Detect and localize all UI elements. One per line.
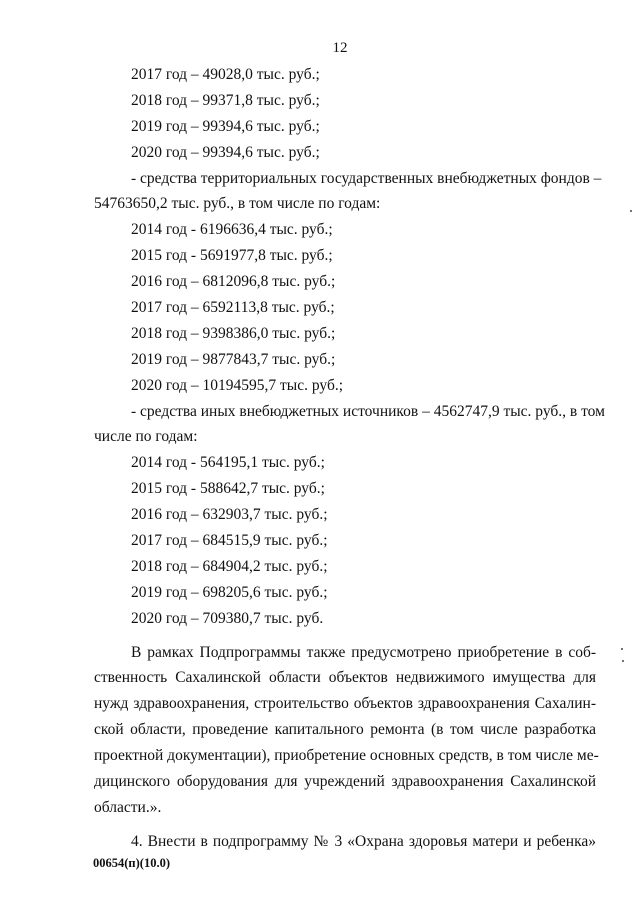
text-line: 2017 год – 6592113,8 тыс. руб.; (131, 299, 335, 317)
text-line: 2015 год - 588642,7 тыс. руб.; (131, 480, 325, 498)
text-line: 4. Внести в подпрограмму № 3 «Охрана здоровья матери и ребенка» (131, 832, 596, 850)
text-line: 54763650,2 тыс. руб., в том числе по годам: (94, 195, 381, 213)
text-line: 2016 год – 6812096,8 тыс. руб.; (131, 273, 336, 291)
text-line: 2017 год – 49028,0 тыс. руб.; (131, 66, 320, 83)
text-line: - средства территориальных государственных внебюджетных фондов – (131, 169, 602, 187)
document-code: 00654(п)(10.0) (93, 856, 170, 870)
text-line: ственность Сахалинской области объектов недвижимого имущества для (94, 669, 596, 687)
text-line: 2019 год – 99394,6 тыс. руб.; (131, 117, 320, 135)
document-body (94, 62, 605, 855)
text-line: 2014 год - 6196636,4 тыс. руб.; (131, 221, 333, 239)
text-line: числе по годам: (94, 428, 198, 446)
text-line: 2020 год – 709380,7 тыс. руб. (131, 609, 324, 627)
scan-speck (621, 648, 623, 650)
paragraph-gap (94, 821, 596, 829)
text-line: области.». (94, 798, 162, 816)
text-line: 2016 год – 632903,7 тыс. руб.; (131, 506, 328, 524)
text-line: 2014 год - 564195,1 тыс. руб.; (131, 454, 325, 472)
text-line: 2018 год – 99371,8 тыс. руб.; (131, 91, 320, 109)
text-line: 2018 год – 684904,2 тыс. руб.; (131, 557, 328, 575)
text-line: 2017 год – 684515,9 тыс. руб.; (131, 532, 328, 550)
scan-speck (630, 210, 632, 212)
text-line: нужд здравоохранения, строительство объектов здравоохранения Сахалин- (94, 695, 596, 713)
text-line: 2018 год – 9398386,0 тыс. руб.; (131, 324, 336, 342)
text-line: проектной документации), приобретение основных средств, в том числе ме- (94, 747, 599, 765)
paragraph-gap (94, 632, 596, 640)
text-line: 2015 год - 5691977,8 тыс. руб.; (131, 247, 333, 265)
text-line: дицинского оборудования для учреждений здравоохранения Сахалинской (94, 773, 596, 791)
page-number: 12 (332, 40, 348, 56)
text-line: - средства иных внебюджетных источников – 4562747,9 тыс. руб., в том (131, 402, 605, 420)
scan-speck (622, 660, 624, 662)
text-line: ской области, проведение капитального ремонта (в том числе разработка (94, 721, 596, 739)
text-line: 2019 год – 698205,6 тыс. руб.; (131, 583, 328, 601)
text-line: 2020 год – 99394,6 тыс. руб.; (131, 143, 320, 161)
text-line: 2020 год – 10194595,7 тыс. руб.; (131, 376, 344, 394)
text-line: 2019 год – 9877843,7 тыс. руб.; (131, 350, 336, 368)
text-line: В рамках Подпрограммы также предусмотрено приобретение в соб- (131, 643, 596, 661)
